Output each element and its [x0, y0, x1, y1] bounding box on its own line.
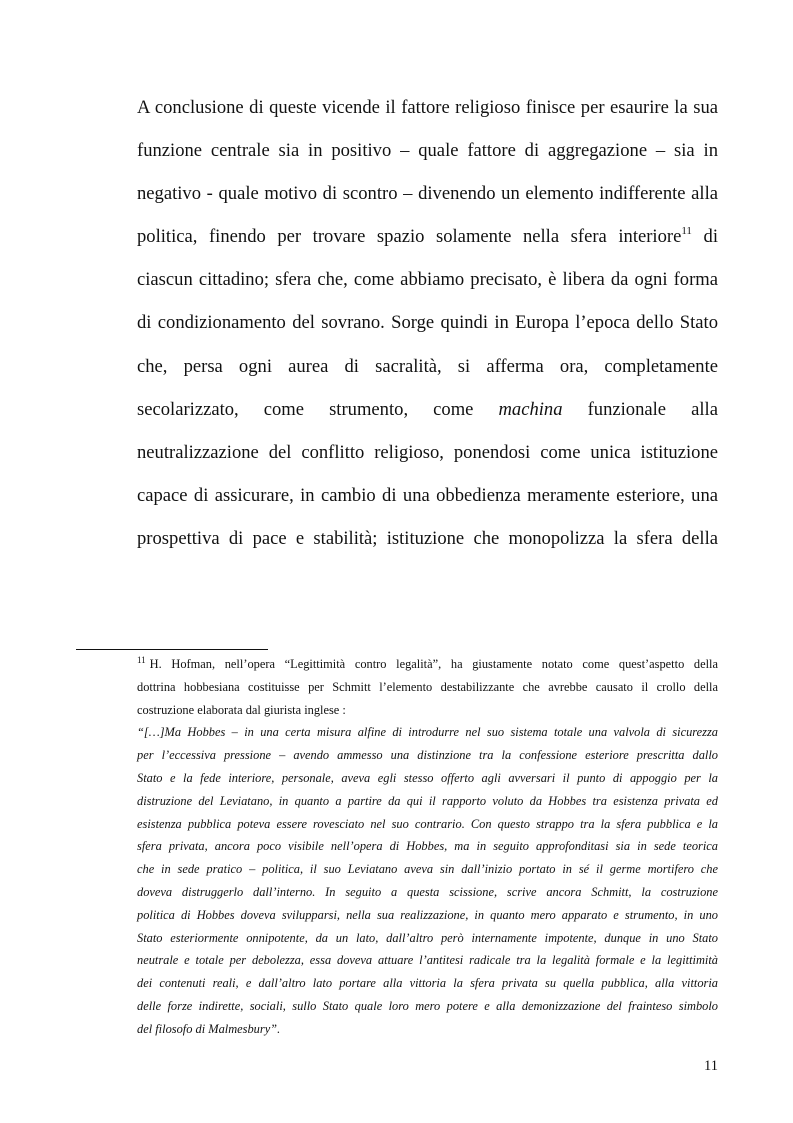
- footnote-quote-line: delle forze indirette, sociali, sullo Stato quale loro mero potere e alla demonizzazione del frainteso simbolo: [137, 998, 718, 1013]
- footnote-quote-line: Stato e la fede interiore, personale, aveva egli stesso offerto agli avversari il punto di appoggio per la: [137, 770, 718, 785]
- footnote-quote-line: sfera privata, ancora poco visibile nell’opera di Hobbes, ma in seguito approfonditasi sia in sede teorica: [137, 839, 718, 854]
- text-line: [137, 388, 718, 431]
- text-segment: H. Hofman, nell’opera “Legittimità contro legalità”, ha giustamente notato come quest’aspetto della: [149, 657, 718, 671]
- text-line: neutralizzazione del conflitto religioso, ponendosi come unica istituzione: [137, 441, 718, 463]
- footnote-number: 11: [137, 655, 146, 665]
- footnote-quote-line: neutrale e totale per debolezza, essa doveva attuare l’antitesi radicale tra la legalità formale e la legittimità: [137, 953, 718, 968]
- footnote-line: dottrina hobbesiana costituisse per Schmitt l’elemento destabilizzante che avrebbe causato il crollo della: [137, 679, 718, 694]
- footnote-quote-line: politica di Hobbes doveva svilupparsi, nella sua realizzazione, in quanto mero apparato e strumento, in uno: [137, 907, 718, 922]
- footnote-line: [137, 653, 718, 676]
- text-line: ciascun cittadino; sfera che, come abbiamo precisato, è libera da ogni forma: [137, 269, 718, 291]
- footnote-divider: [76, 649, 268, 650]
- footnote-line: costruzione elaborata dal giurista inglese :: [137, 702, 346, 717]
- footnote-quote-line: dei contenuti reali, e dall’altro lato portare alla vittoria la sfera privata su quella pubblica, alla vittoria: [137, 976, 718, 991]
- footnote-quote-line: che in sede pratico – politica, il suo Leviatano aveva sin dall’inizio portato in sé il germe mortifero che: [137, 862, 718, 877]
- text-line: prospettiva di pace e stabilità; istituzione che monopolizza la sfera della: [137, 527, 718, 549]
- main-paragraph: [137, 86, 718, 560]
- text-segment: funzionale alla: [587, 398, 718, 420]
- footnote-block: [137, 653, 718, 1041]
- text-line: funzione centrale sia in positivo – quale fattore di aggregazione – sia in: [137, 140, 718, 162]
- text-segment: secolarizzato, come strumento, come: [137, 398, 474, 420]
- footnote-quote-line: “[…]Ma Hobbes – in una certa misura alfine di introdurre nel suo sistema totale una valvola di sicurezza: [137, 725, 718, 740]
- text-line: negativo - quale motivo di scontro – divenendo un elemento indifferente alla: [137, 183, 718, 205]
- page-number: 11: [704, 1058, 718, 1074]
- text-line: [137, 215, 718, 258]
- footnote-quote-line: per l’eccessiva pressione – avendo ammesso una distinzione tra la confessione esteriore prescritta dallo: [137, 748, 718, 763]
- footnote-reference[interactable]: 11: [681, 225, 692, 238]
- footnote-quote-line: doveva distruggerlo dall’interno. In seguito a questa scissione, scrive ancora Schmitt, la costruzione: [137, 884, 718, 899]
- text-line: di condizionamento del sovrano. Sorge quindi in Europa l’epoca dello Stato: [137, 312, 718, 334]
- text-line: capace di assicurare, in cambio di una obbedienza meramente esteriore, una: [137, 484, 718, 506]
- italic-term: machina: [498, 398, 563, 420]
- footnote-quote-line: Stato esteriormente onnipotente, da un lato, dall’altro però internamente impotente, dunque in uno Stato: [137, 930, 718, 945]
- text-line: che, persa ogni aurea di sacralità, si afferma ora, completamente: [137, 355, 718, 377]
- footnote-quote-line: esistenza pubblica poteva essere rovesciato nel suo contrario. Con questo strappo tra la sfera pubblica e la: [137, 816, 718, 831]
- footnote-quote-line: distruzione del Leviatano, in quanto a partire da qui il rapporto voluto da Hobbes tra esistenza privata ed: [137, 793, 718, 808]
- text-line: A conclusione di queste vicende il fattore religioso finisce per esaurire la sua: [137, 97, 718, 118]
- text-segment: di: [703, 226, 718, 248]
- footnote-quote-line: del filosofo di Malmesbury”.: [137, 1021, 281, 1036]
- text-segment: politica, finendo per trovare spazio solamente nella sfera interiore: [137, 226, 682, 248]
